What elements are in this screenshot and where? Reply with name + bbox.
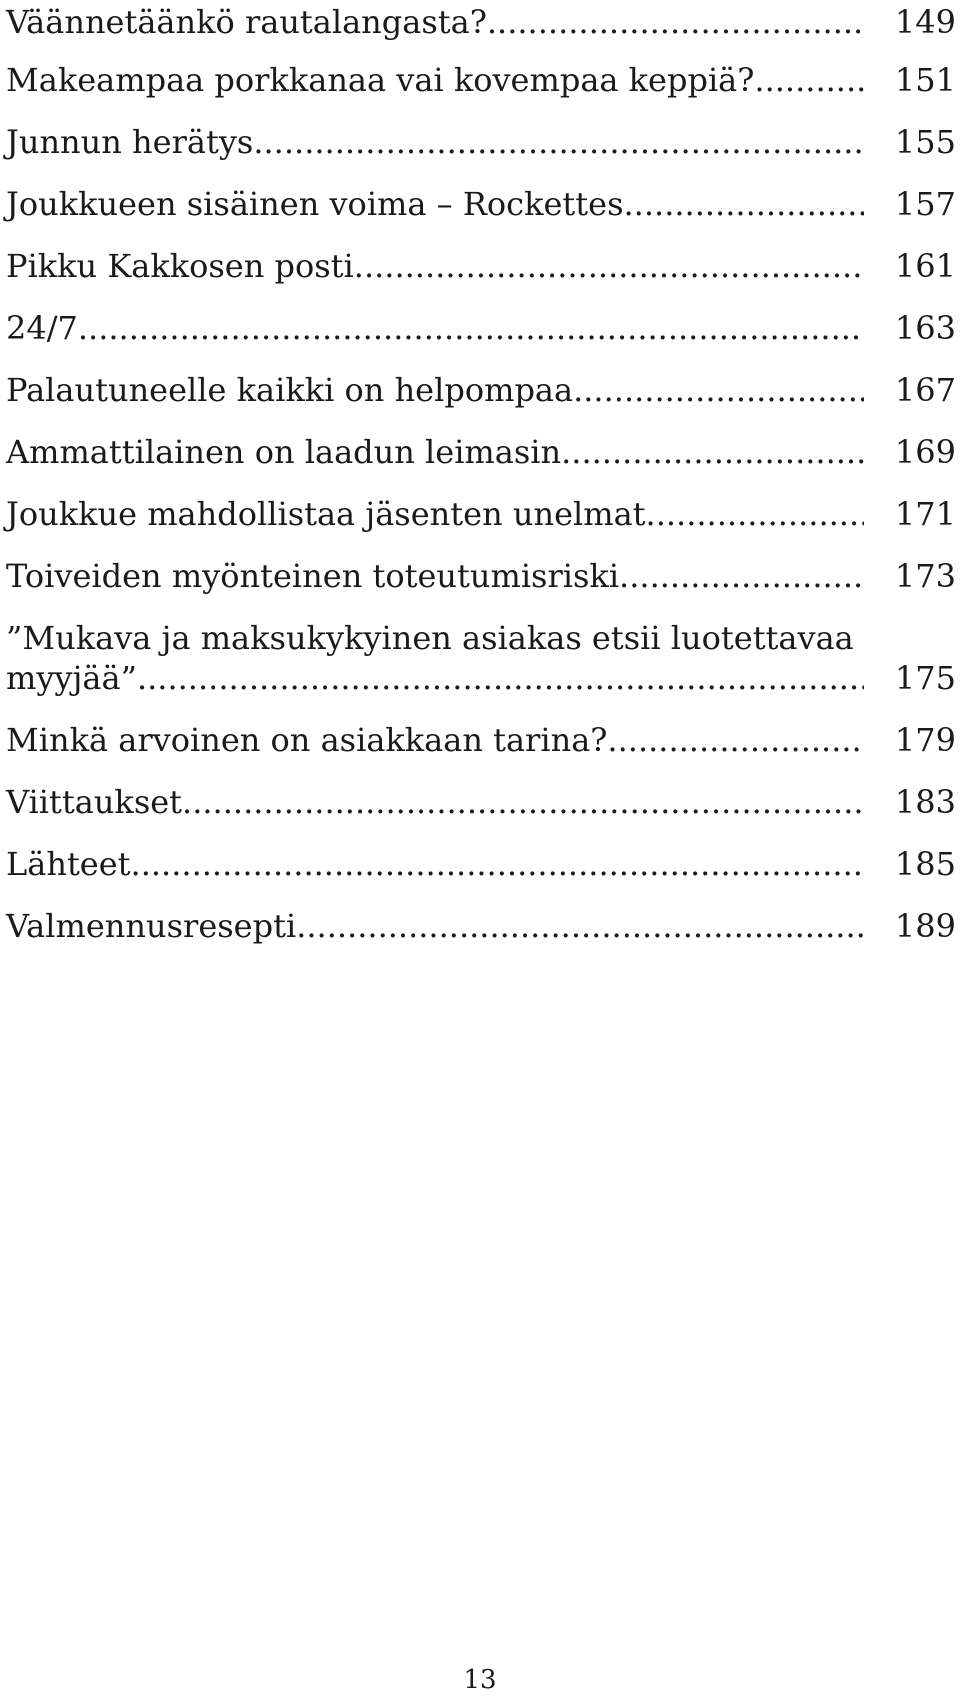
toc-entry-title: Toiveiden myönteinen toteutumisriski: [6, 557, 620, 595]
toc-entry[interactable]: [6, 310, 956, 346]
toc-leader-dots: [573, 372, 864, 408]
toc-entry-page: 167: [894, 371, 956, 409]
toc-leader-dots: [253, 124, 864, 160]
toc-leader-dots: [78, 310, 864, 346]
toc-entry-title: Valmennusresepti: [6, 907, 297, 945]
toc-entry-title: Väännetäänkö rautalangasta?: [6, 3, 487, 41]
toc-leader-dots: [561, 434, 864, 470]
toc-leader-dots: [137, 660, 864, 696]
toc-entry-title-line1: ”Mukava ja maksukykyinen asiakas etsii luotettavaa: [6, 619, 854, 657]
toc-entry[interactable]: [6, 372, 956, 408]
toc-entry-page: 189: [894, 907, 956, 945]
toc-entry-title: myyjää”: [6, 659, 137, 697]
toc-entry-page: 183: [894, 783, 956, 821]
toc-leader-dots: [487, 4, 864, 40]
toc-entry-page: 175: [894, 659, 956, 697]
toc-leader-dots: [607, 722, 864, 758]
toc-entry-title: Lähteet: [6, 845, 131, 883]
page-number: 13: [463, 1665, 497, 1695]
toc-entry[interactable]: [6, 248, 956, 284]
toc-entry-title: Viittaukset: [6, 783, 183, 821]
toc-entry-page: 169: [894, 433, 956, 471]
toc-leader-dots: [646, 496, 864, 532]
toc-entry[interactable]: [6, 186, 956, 222]
toc-entry-title: Joukkue mahdollistaa jäsenten unelmat: [6, 495, 646, 533]
toc-entry-page: 173: [894, 557, 956, 595]
toc-entry[interactable]: [6, 846, 956, 882]
toc-entry-title: Junnun herätys: [6, 123, 254, 161]
toc-entry[interactable]: [6, 62, 956, 98]
toc-entry[interactable]: [6, 496, 956, 532]
toc-entry-page: 171: [894, 495, 956, 533]
toc-entry[interactable]: [6, 908, 956, 944]
toc-entry-page: 185: [894, 845, 956, 883]
toc-entry[interactable]: [6, 784, 956, 820]
toc-entry-title: Joukkueen sisäinen voima – Rockettes: [6, 185, 624, 223]
toc-leader-dots: [619, 558, 864, 594]
toc-entry[interactable]: [6, 434, 956, 470]
toc-entry-title: 24/7: [6, 309, 78, 347]
toc-entry-page: 149: [894, 3, 956, 41]
toc-leader-dots: [754, 62, 864, 98]
toc-entry[interactable]: [6, 558, 956, 594]
toc-entry-title: Palautuneelle kaikki on helpompaa: [6, 371, 574, 409]
toc-leader-dots: [131, 846, 864, 882]
toc-entry-page: 157: [894, 185, 956, 223]
toc-leader-dots: [296, 908, 864, 944]
toc-entry[interactable]: [6, 620, 956, 696]
toc-entry-title: Ammattilainen on laadun leimasin: [6, 433, 562, 471]
toc-entry-page: 161: [894, 247, 956, 285]
toc-entry-title: Pikku Kakkosen posti: [6, 247, 354, 285]
toc-leader-dots: [624, 186, 865, 222]
toc-entry-title: Minkä arvoinen on asiakkaan tarina?: [6, 721, 608, 759]
toc-entry-page: 163: [894, 309, 956, 347]
toc-entry-page: 151: [894, 61, 956, 99]
toc-entry-page: 179: [894, 721, 956, 759]
toc-leader-dots: [354, 248, 864, 284]
toc-entry[interactable]: [6, 124, 956, 160]
toc-entry[interactable]: [6, 4, 956, 40]
toc-entry[interactable]: [6, 722, 956, 758]
toc-entry-title: Makeampaa porkkanaa vai kovempaa keppiä?: [6, 61, 755, 99]
toc-entry-page: 155: [894, 123, 956, 161]
toc-leader-dots: [182, 784, 864, 820]
